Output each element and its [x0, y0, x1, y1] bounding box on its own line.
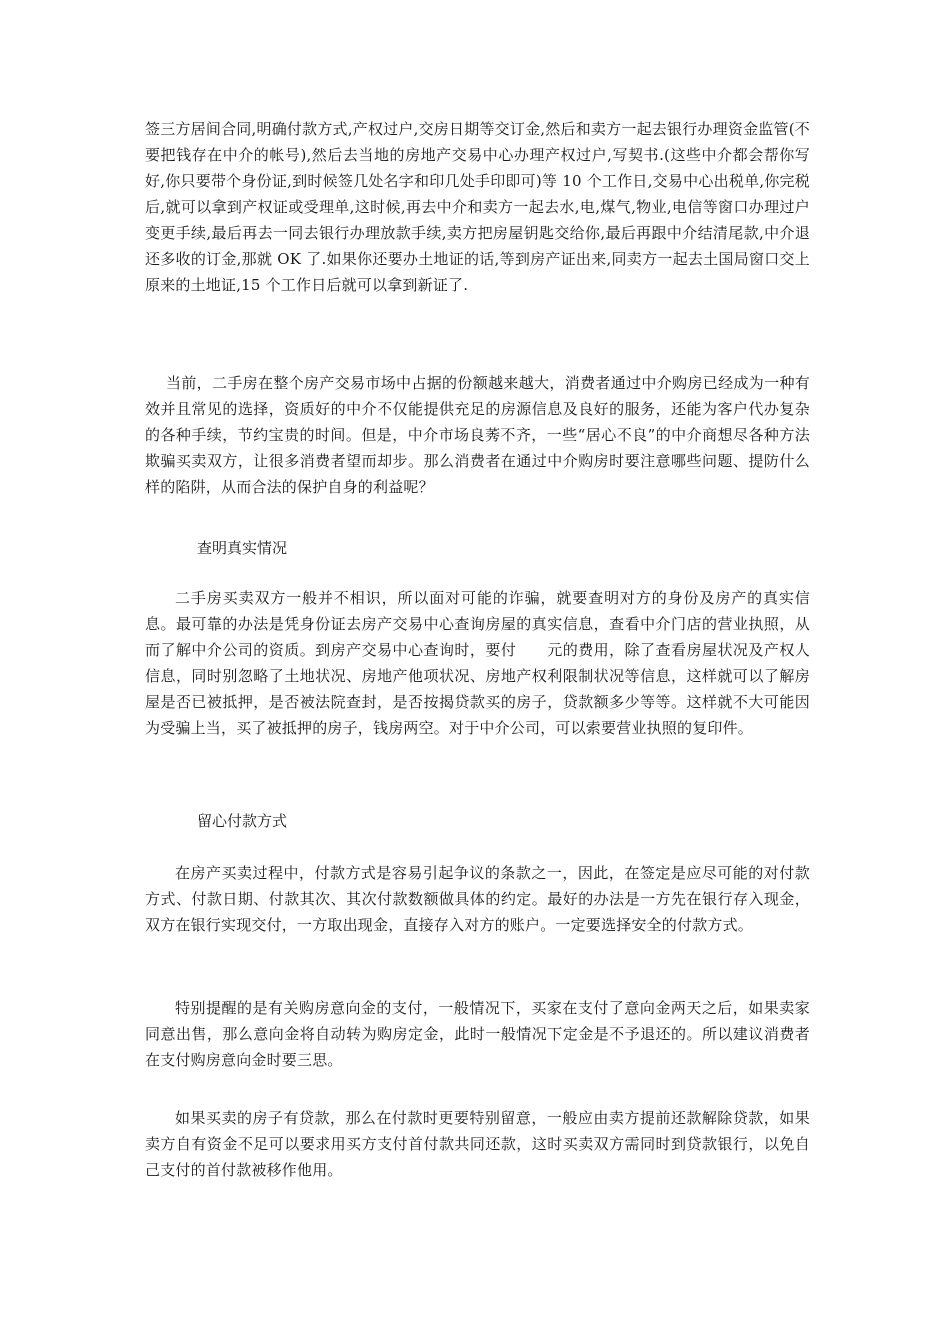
paragraph-intent-deposit: 特别提醒的是有关购房意向金的支付，一般情况下，买家在支付了意向金两天之后，如果卖家同意出售，那么意向金将自动转为购房定金，此时一般情况下定金是不予退还的。所以建议消费者在支付购房意向金时要三思。 — [145, 999, 810, 1069]
paragraph-verify-info: 二手房买卖双方一般并不相识，所以面对可能的诈骗，就要查明对方的身份及房产的真实信息。最可靠的办法是凭身份证去房产交易中心查询房屋的真实信息，查看中介门店的营业执照，从而了解中介公司的资质。到房产交易中心查询时，要付 元的费用，除了查看房屋状况及产权人信息，同时别忽略了土地状况、房地产他项状况、房地产权利限制状况等信息，这样就可以了解房屋是否已被抵押，是否被法院查封，是否按揭贷款买的房子，贷款额多少等等。这样就不大可能因为受骗上当，买了被抵押的房子，钱房两空。对于中介公司，可以索要营业执照的复印件。 — [145, 589, 810, 737]
paragraph-process-steps: 签三方居间合同,明确付款方式,产权过户,交房日期等交订金,然后和卖方一起去银行办理资金监管(不要把钱存在中介的帐号),然后去当地的房地产交易中心办理产权过户,写契书.(这些中介都会帮你写好,你只要带个身份证,到时候签几处名字和印几处手印即可)等 10 个工作日,交易中心出税单,你完税后,就可以拿到产权证或受理单,这时候,再去中介和卖方一起去水,电,煤气,物业,电信等窗口办理过户变更手续,最后再去一同去银行办理放款手续,卖方把房屋钥匙交给你,最后再跟中介结清尾款,中介退还多收的订金,那就 OK 了.如果你还要办土地证的话,等到房产证出来,同卖方一起去土国局窗口交上原来的土地证,15 个工作日后就可以拿到新证了. — [145, 120, 810, 294]
paragraph-introduction: 当前，二手房在整个房产交易市场中占据的份额越来越大，消费者通过中介购房已经成为一种有效并且常见的选择，资质好的中介不仅能提供充足的房源信息及良好的服务，还能为客户代办复杂的各种手续，节约宝贵的时间。但是，中介市场良莠不齐，一些“居心不良”的中介商想尽各种方法欺骗买卖双方，让很多消费者望而却步。那么消费者在通过中介购房时要注意哪些问题、提防什么样的陷阱，从而合法的保护自身的利益呢？ — [145, 374, 810, 496]
paragraph-loan-repayment: 如果买卖的房子有贷款，那么在付款时更要特别留意，一般应由卖方提前还款解除贷款，如果卖方自有资金不足可以要求用买方支付首付款共同还款，这时买卖双方需同时到贷款银行，以免自己支付的首付款被移作他用。 — [145, 1109, 810, 1179]
section-heading-verify-info: 查明真实情况 — [197, 539, 288, 557]
section-heading-payment-method: 留心付款方式 — [197, 812, 288, 830]
paragraph-payment-method: 在房产买卖过程中，付款方式是容易引起争议的条款之一，因此，在签定是应尽可能的对付款方式、付款日期、付款其次、其次付款数额做具体的约定。最好的办法是一方先在银行存入现金，双方在银行实现交付，一方取出现金，直接存入对方的账户。一定要选择安全的付款方式。 — [145, 864, 810, 934]
